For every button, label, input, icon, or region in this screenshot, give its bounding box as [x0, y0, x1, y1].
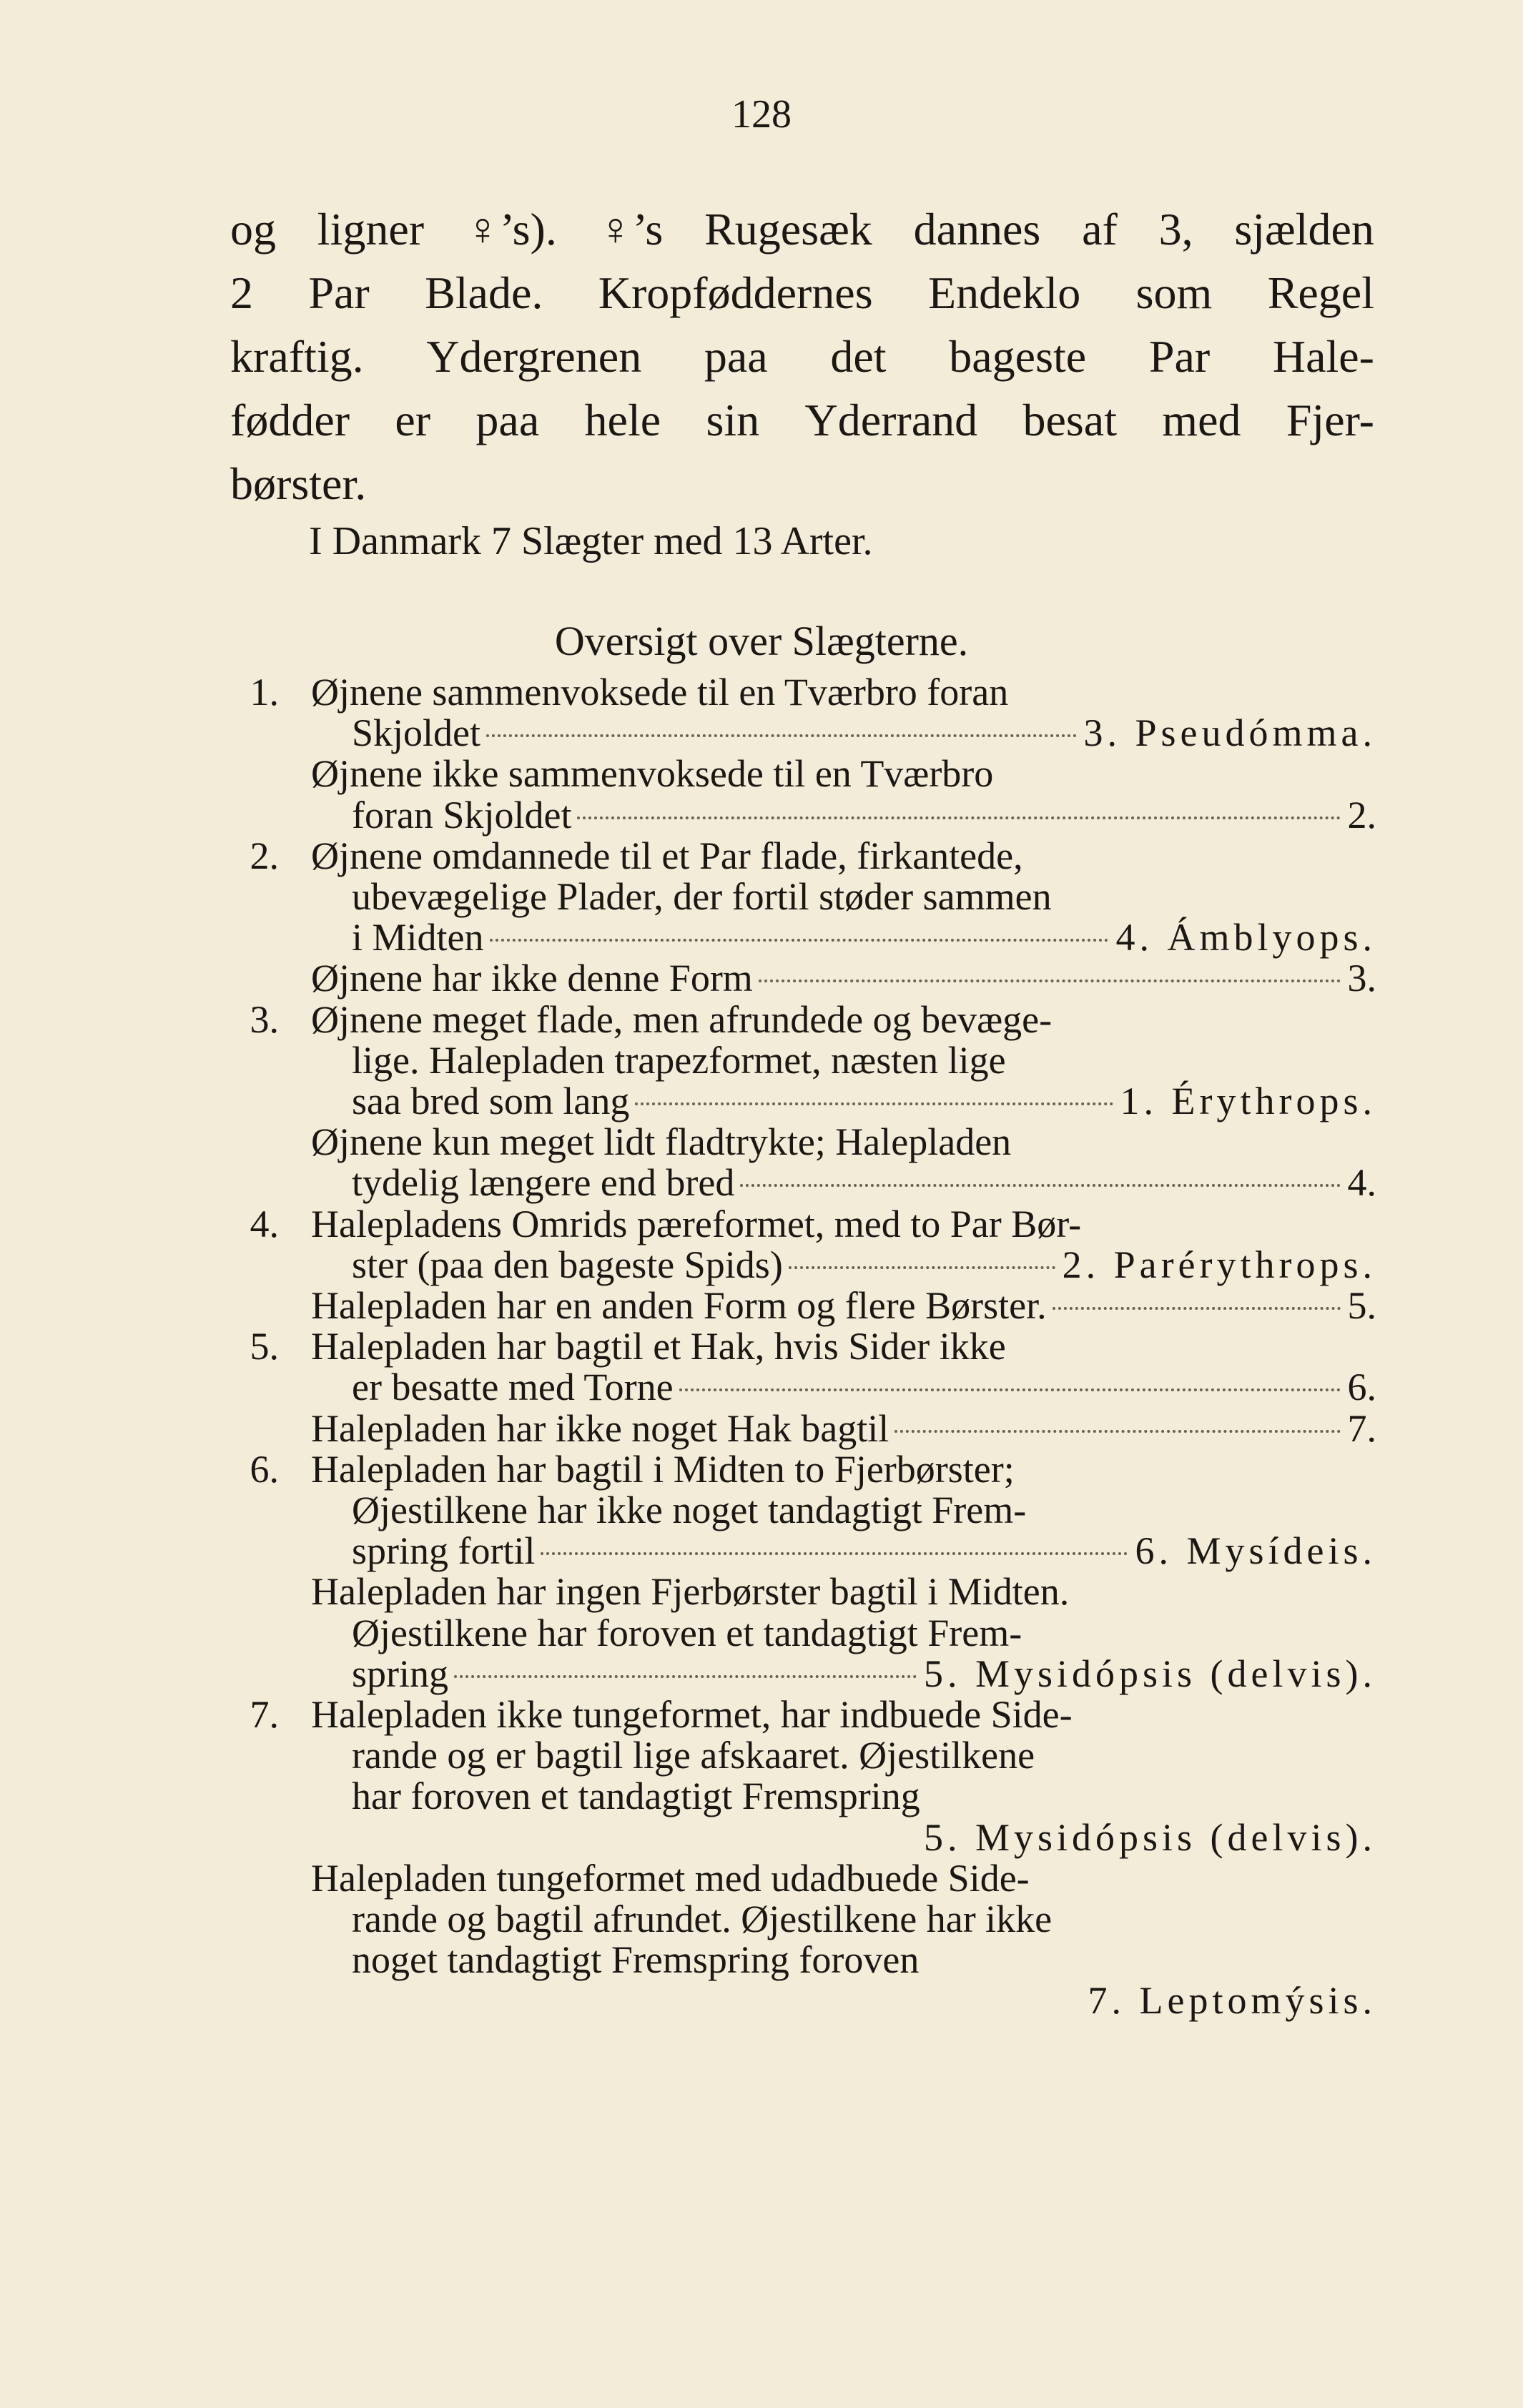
word: ♀’s).	[465, 204, 557, 255]
key-row	[0, 917, 1523, 957]
word: bageste	[949, 331, 1087, 382]
key-result: 2. Parérythrops.	[1062, 1243, 1376, 1286]
key-row	[0, 1899, 1523, 1939]
key-text: Øjnene kun meget lidt fladtrykte; Halepladen	[311, 1120, 1012, 1163]
key-text: rande og bagtil afrundet. Øjestilkene har ikke	[352, 1898, 1053, 1940]
key-text: Øjnene omdannede til et Par flade, firkantede,	[311, 834, 1023, 877]
key-result: 5. Mysidópsis (delvis).	[923, 1652, 1376, 1695]
leader-dots	[894, 1430, 1340, 1433]
key-text: spring fortil	[352, 1529, 536, 1572]
word: ligner	[317, 204, 425, 255]
text-line	[230, 388, 1374, 452]
leader-dots	[759, 980, 1341, 982]
leader-line	[352, 1081, 1376, 1121]
key-text: noget tandagtigt Fremspring foroven	[352, 1938, 920, 1981]
word: hele	[584, 395, 661, 445]
text-line	[230, 261, 1374, 325]
key-text: Øjnene sammenvoksede til en Tværbro foran	[311, 671, 1009, 714]
word: Fjer-	[1286, 395, 1374, 445]
leader-dots	[635, 1102, 1113, 1105]
key-result: 2.	[1347, 794, 1376, 837]
key-row	[0, 877, 1523, 917]
word: 2	[230, 267, 253, 318]
word: Blade.	[425, 267, 543, 318]
word: paa	[475, 395, 540, 445]
leader-dots	[679, 1388, 1341, 1391]
key-row	[0, 1408, 1523, 1449]
word: Rugesæk	[704, 204, 872, 255]
word: kraftig.	[230, 331, 364, 382]
key-row	[0, 958, 1523, 998]
key-row	[0, 1163, 1523, 1203]
leader-line	[352, 917, 1376, 957]
couplet-number: 1.	[250, 671, 279, 714]
text-line	[230, 452, 1374, 515]
word: paa	[704, 331, 768, 382]
leader-line	[352, 1654, 1376, 1694]
word: 3,	[1158, 204, 1193, 255]
key-text: Skjoldet	[352, 711, 481, 754]
word: Regel	[1267, 267, 1374, 318]
key-row	[0, 1204, 1523, 1244]
word: besat	[1022, 395, 1117, 445]
key-row	[0, 1980, 1523, 2020]
couplet-number: 2.	[250, 834, 279, 877]
key-text: Øjestilkene har ikke noget tandagtigt Frem-	[352, 1489, 1027, 1531]
key-row	[0, 1367, 1523, 1407]
key-row	[0, 1531, 1523, 1571]
key-result: 5.	[1347, 1284, 1376, 1327]
key-row	[0, 1449, 1523, 1489]
key-text: saa bred som lang	[352, 1080, 630, 1122]
couplet-number: 7.	[250, 1693, 279, 1736]
word: er	[395, 395, 431, 445]
key-text: er besatte med Torne	[352, 1366, 674, 1408]
word: Kropføddernes	[598, 267, 873, 318]
key-text: tydelig længere end bred	[352, 1161, 735, 1204]
word: Par	[1148, 331, 1211, 382]
leader-dots	[486, 734, 1076, 737]
key-text: foran Skjoldet	[352, 794, 572, 837]
key-text: Øjnene meget flade, men afrundede og bevæge-	[311, 998, 1053, 1041]
leader-dots	[740, 1184, 1340, 1187]
key-row	[0, 754, 1523, 794]
key-text: Halepladen har en anden Form og flere Børster.	[311, 1284, 1047, 1327]
key-row	[0, 672, 1523, 712]
key-row	[0, 1817, 1523, 1857]
key-text: Øjestilkene har foroven et tandagtigt Frem-	[352, 1612, 1022, 1654]
key-result: 4.	[1347, 1161, 1376, 1204]
key-row	[0, 1326, 1523, 1366]
couplet-number: 5.	[250, 1325, 279, 1368]
leader-dots	[541, 1552, 1128, 1555]
intro-paragraph	[230, 197, 1374, 515]
key-result: 7. Leptomýsis.	[1088, 1979, 1376, 2022]
key-row	[0, 1694, 1523, 1735]
key-result: 6.	[1347, 1366, 1376, 1408]
leader-dots	[454, 1675, 917, 1678]
key-result: 6. Mysídeis.	[1135, 1529, 1376, 1572]
couplet-number: 6.	[250, 1448, 279, 1491]
leader-dots	[490, 939, 1109, 942]
key-row	[0, 1654, 1523, 1694]
key-text: Halepladen har ingen Fjerbørster bagtil i Midten.	[311, 1570, 1070, 1613]
key-result: 3.	[1347, 957, 1376, 1000]
key-text: Halepladen ikke tungeformet, har indbuede Side-	[311, 1693, 1073, 1736]
key-text: har foroven et tandagtigt Fremspring	[352, 1775, 920, 1817]
leader-line	[311, 958, 1376, 998]
key-text: lige. Halepladen trapezformet, næsten lige	[352, 1039, 1006, 1082]
leader-line	[311, 1408, 1376, 1449]
leader-line	[352, 1367, 1376, 1407]
leader-dots	[1053, 1307, 1341, 1310]
key-text: Halepladen har bagtil i Midten to Fjerbørster;	[311, 1448, 1015, 1491]
key-result: 3. Pseudómma.	[1083, 711, 1376, 754]
key-result: 5. Mysidópsis (delvis).	[923, 1816, 1376, 1859]
key-row	[0, 1613, 1523, 1653]
text-line	[230, 325, 1374, 388]
word: Ydergrenen	[426, 331, 642, 382]
couplet-number: 3.	[250, 998, 279, 1041]
leader-line	[311, 1286, 1376, 1326]
key-result: 7.	[1347, 1407, 1376, 1450]
word: Endeklo	[927, 267, 1081, 318]
key-result: 1. Érythrops.	[1120, 1080, 1376, 1122]
text-line	[230, 197, 1374, 261]
denmark-note: I Danmark 7 Slægter med 13 Arter.	[309, 519, 873, 563]
key-row	[0, 1940, 1523, 1980]
word: det	[830, 331, 887, 382]
key-text: Øjnene har ikke denne Form	[311, 957, 753, 1000]
key-row	[0, 795, 1523, 835]
word: Yderrand	[804, 395, 978, 445]
key-text: ubevægelige Plader, der fortil støder sammen	[352, 875, 1052, 918]
key-text: Halepladen har ikke noget Hak bagtil	[311, 1407, 889, 1450]
word: som	[1135, 267, 1213, 318]
key-text: spring	[352, 1652, 448, 1695]
word: dannes	[913, 204, 1041, 255]
page-number: 128	[731, 92, 792, 137]
word: sin	[706, 395, 760, 445]
key-text: Øjnene ikke sammenvoksede til en Tværbro	[311, 752, 994, 795]
key-row	[0, 1245, 1523, 1285]
key-text: Halepladen tungeformet med udadbuede Side-	[311, 1857, 1030, 1900]
key-row	[0, 1735, 1523, 1775]
key-row	[0, 1122, 1523, 1162]
key-text: i Midten	[352, 916, 484, 959]
key-text: Halepladens Omrids pæreformet, med to Par Bør-	[311, 1203, 1082, 1245]
word: med	[1162, 395, 1241, 445]
word: fødder	[230, 395, 350, 445]
word: Hale-	[1272, 331, 1374, 382]
word: af	[1082, 204, 1118, 255]
leader-line	[352, 1531, 1376, 1571]
key-row	[0, 1571, 1523, 1612]
key-row	[0, 1490, 1523, 1530]
key-text: Halepladen har bagtil et Hak, hvis Sider ikke	[311, 1325, 1006, 1368]
leader-line	[352, 713, 1376, 753]
couplet-number: 4.	[250, 1203, 279, 1245]
word: Par	[308, 267, 370, 318]
word: sjælden	[1234, 204, 1374, 255]
key-result: 4. Ámblyops.	[1115, 916, 1376, 959]
leader-dots	[789, 1266, 1055, 1269]
key-row	[0, 836, 1523, 876]
key-row	[0, 1000, 1523, 1040]
key-row	[0, 1081, 1523, 1121]
key-row	[0, 1286, 1523, 1326]
key-row	[0, 1858, 1523, 1898]
leader-line	[352, 1245, 1376, 1285]
key-text: rande og er bagtil lige afskaaret. Øjestilkene	[352, 1734, 1035, 1777]
key-text: ster (paa den bageste Spids)	[352, 1243, 783, 1286]
word: børster.	[230, 458, 367, 509]
leader-line	[352, 795, 1376, 835]
key-row	[0, 1040, 1523, 1080]
word: og	[230, 204, 276, 255]
leader-line	[352, 1163, 1376, 1203]
section-heading: Oversigt over Slægterne.	[554, 618, 969, 664]
leader-dots	[577, 816, 1340, 819]
key-row	[0, 1776, 1523, 1816]
word: ♀’s	[598, 204, 664, 255]
key-row	[0, 713, 1523, 753]
